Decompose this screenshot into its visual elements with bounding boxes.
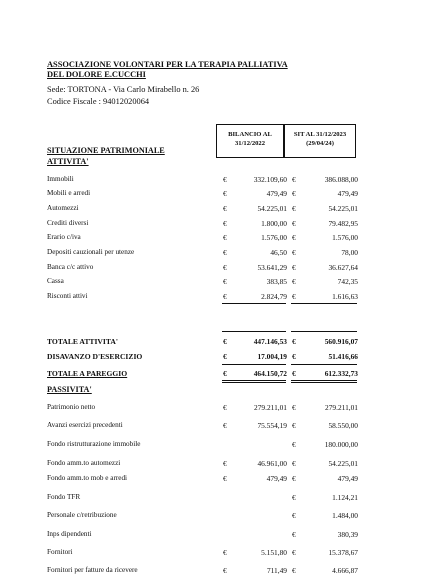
currency-symbol: € bbox=[292, 263, 296, 272]
passivita-row-label: Fondo amm.to mob e arredi bbox=[47, 474, 128, 482]
currency-symbol: € bbox=[223, 369, 227, 378]
currency-symbol: € bbox=[223, 459, 227, 468]
currency-symbol: € bbox=[292, 248, 296, 257]
currency-symbol: € bbox=[292, 403, 296, 412]
currency-symbol: € bbox=[292, 369, 296, 378]
disavanzo-label: DISAVANZO D'ESERCIZIO bbox=[47, 352, 143, 361]
column-header-bilancio-2022-line2: 31/12/2022 bbox=[234, 140, 266, 147]
attivita-row bbox=[0, 189, 425, 201]
attivita-row-value-2022: 383,85 bbox=[266, 277, 287, 286]
totale-attivita-2023: 560.916,07 bbox=[324, 337, 358, 346]
double-line-col1-b bbox=[222, 382, 286, 383]
totale-pareggio-row bbox=[0, 369, 425, 381]
disavanzo-2023: 51.416,66 bbox=[328, 352, 358, 361]
attivita-row bbox=[0, 233, 425, 245]
currency-symbol: € bbox=[223, 189, 227, 198]
totale-attivita-label: TOTALE ATTIVITA' bbox=[47, 337, 118, 346]
passivita-row-value-2023: 380,39 bbox=[337, 530, 358, 539]
attivita-row-value-2022: 332.109,60 bbox=[253, 175, 287, 184]
passivita-row-value-2023: 54.225,01 bbox=[328, 459, 358, 468]
attivita-row-value-2023: 54.225,01 bbox=[328, 204, 358, 213]
currency-symbol: € bbox=[292, 233, 296, 242]
currency-symbol: € bbox=[292, 337, 296, 346]
passivita-row-label: Fornitori per fatture da ricevere bbox=[47, 566, 138, 574]
attivita-row-label: Immobili bbox=[47, 175, 74, 183]
attivita-row bbox=[0, 277, 425, 289]
headquarters-address: Sede: TORTONA - Via Carlo Mirabello n. 26 bbox=[47, 85, 200, 94]
attivita-row bbox=[0, 219, 425, 231]
passivita-row-value-2023: 180.000,00 bbox=[324, 440, 358, 449]
passivita-row-label: Fondo TFR bbox=[47, 493, 81, 501]
attivita-row-label: Risconti attivi bbox=[47, 292, 88, 300]
passivita-row bbox=[0, 530, 425, 542]
currency-symbol: € bbox=[223, 277, 227, 286]
attivita-row-label: Mobili e arredi bbox=[47, 189, 91, 197]
attivita-row-value-2023: 78,00 bbox=[341, 248, 358, 257]
passivita-row-value-2023: 15.378,67 bbox=[328, 548, 358, 557]
passivita-row-value-2022: 75.554,19 bbox=[257, 421, 287, 430]
attivita-row-label: Crediti diversi bbox=[47, 219, 89, 227]
passivita-row-value-2022: 46.961,00 bbox=[257, 459, 287, 468]
attivita-row-value-2023: 386.088,00 bbox=[324, 175, 358, 184]
currency-symbol: € bbox=[223, 204, 227, 213]
passivita-row-value-2023: 4.666,87 bbox=[332, 566, 358, 575]
situazione-patrimoniale-title: SITUAZIONE PATRIMONIALE bbox=[47, 146, 165, 155]
attivita-row-value-2022: 479,49 bbox=[266, 189, 287, 198]
passivita-row-value-2022: 711,49 bbox=[266, 566, 287, 575]
currency-symbol: € bbox=[292, 493, 296, 502]
passivita-row-value-2023: 279.211,01 bbox=[325, 403, 358, 412]
passivita-row-label: Personale c/retribuzione bbox=[47, 511, 117, 519]
attivita-row-label: Depositi cauzionali per utenze bbox=[47, 248, 135, 256]
currency-symbol: € bbox=[292, 219, 296, 228]
attivita-row-value-2023: 742,35 bbox=[337, 277, 358, 286]
currency-symbol: € bbox=[223, 292, 227, 301]
disavanzo-2022: 17.004,19 bbox=[257, 352, 287, 361]
attivita-row bbox=[0, 204, 425, 216]
organization-name-line1: ASSOCIAZIONE VOLONTARI PER LA TERAPIA PALLIATIVA bbox=[47, 60, 288, 69]
tax-code: Codice Fiscale : 94012020064 bbox=[47, 97, 150, 106]
currency-symbol: € bbox=[292, 530, 296, 539]
double-line-col1-a bbox=[222, 380, 286, 381]
attivita-row-value-2023: 1.576,00 bbox=[332, 233, 358, 242]
attivita-row-value-2022: 46,50 bbox=[270, 248, 287, 257]
passivita-row-value-2023: 1.484,00 bbox=[332, 511, 358, 520]
currency-symbol: € bbox=[292, 511, 296, 520]
currency-symbol: € bbox=[223, 548, 227, 557]
passivita-row bbox=[0, 511, 425, 523]
totale-pareggio-label: TOTALE A PAREGGIO bbox=[47, 369, 128, 378]
currency-symbol: € bbox=[223, 263, 227, 272]
currency-symbol: € bbox=[223, 474, 227, 483]
currency-symbol: € bbox=[292, 277, 296, 286]
attivita-row-value-2022: 53.641,29 bbox=[257, 263, 287, 272]
attivita-row-value-2022: 54.225,01 bbox=[257, 204, 287, 213]
column-header-situazione-2023-line2: (29/04/24) bbox=[306, 140, 334, 147]
currency-symbol: € bbox=[292, 459, 296, 468]
organization-name-line2: DEL DOLORE E.CUCCHI bbox=[47, 70, 146, 79]
passivita-row-value-2022: 279.211,01 bbox=[254, 403, 287, 412]
passivita-row bbox=[0, 474, 425, 486]
passivita-row bbox=[0, 421, 425, 433]
currency-symbol: € bbox=[292, 474, 296, 483]
totale-attivita-row bbox=[0, 337, 425, 349]
passivita-row bbox=[0, 403, 425, 415]
currency-symbol: € bbox=[223, 566, 227, 575]
passivita-row-label: Fondo ristrutturazione immobile bbox=[47, 440, 141, 448]
column-header-bilancio-2022-line1: BILANCIO AL bbox=[228, 131, 272, 138]
currency-symbol: € bbox=[223, 403, 227, 412]
currency-symbol: € bbox=[292, 189, 296, 198]
attivita-row-value-2023: 79.482,95 bbox=[328, 219, 358, 228]
passivita-row-label: Fondo amm.to automezzi bbox=[47, 459, 121, 467]
passivita-section-title: PASSIVITA' bbox=[47, 385, 92, 394]
attivita-row-value-2022: 1.576,00 bbox=[261, 233, 287, 242]
currency-symbol: € bbox=[223, 337, 227, 346]
currency-symbol: € bbox=[292, 566, 296, 575]
currency-symbol: € bbox=[292, 352, 296, 361]
passivita-row bbox=[0, 459, 425, 471]
passivita-row-label: Fornitori bbox=[47, 548, 73, 556]
currency-symbol: € bbox=[223, 175, 227, 184]
passivita-row-label: Patrimonio netto bbox=[47, 403, 96, 411]
currency-symbol: € bbox=[292, 204, 296, 213]
double-line-col2-a bbox=[291, 380, 357, 381]
attivita-row-value-2022: 1.800,00 bbox=[261, 219, 287, 228]
currency-symbol: € bbox=[292, 421, 296, 430]
disavanzo-row bbox=[0, 352, 425, 364]
currency-symbol: € bbox=[292, 548, 296, 557]
passivita-row-label: Inps dipendenti bbox=[47, 530, 92, 538]
currency-symbol: € bbox=[223, 248, 227, 257]
attivita-row bbox=[0, 263, 425, 275]
passivita-row-value-2022: 5.151,80 bbox=[261, 548, 287, 557]
currency-symbol: € bbox=[292, 175, 296, 184]
passivita-row-value-2022: 479,49 bbox=[266, 474, 287, 483]
attivita-section-title: ATTIVITA' bbox=[47, 157, 89, 166]
currency-symbol: € bbox=[292, 440, 296, 449]
column-header-situazione-2023-line1: SIT AL 31/12/2023 bbox=[293, 131, 347, 138]
attivita-row bbox=[0, 175, 425, 187]
passivita-row-value-2023: 58.550,00 bbox=[328, 421, 358, 430]
passivita-row bbox=[0, 440, 425, 452]
attivita-row-value-2023: 1.616,63 bbox=[332, 292, 358, 301]
risconti-underline-col2 bbox=[291, 303, 357, 304]
passivita-row-label: Avanzi esercizi precedenti bbox=[47, 421, 123, 429]
total-line-col2 bbox=[291, 364, 357, 365]
column-header-bilancio-2022 bbox=[216, 124, 284, 158]
passivita-row-value-2023: 479,49 bbox=[337, 474, 358, 483]
total-line-col1 bbox=[222, 364, 286, 365]
currency-symbol: € bbox=[292, 292, 296, 301]
column-header-situazione-2023 bbox=[284, 124, 356, 158]
attivita-row-label: Erario c/iva bbox=[47, 233, 81, 241]
currency-symbol: € bbox=[223, 219, 227, 228]
passivita-row bbox=[0, 566, 425, 578]
passivita-row bbox=[0, 493, 425, 505]
attivita-row-label: Cassa bbox=[47, 277, 64, 285]
currency-symbol: € bbox=[223, 421, 227, 430]
risconti-underline-col1 bbox=[222, 303, 286, 304]
passivita-row-value-2023: 1.124,21 bbox=[332, 493, 358, 502]
attivita-row-label: Automezzi bbox=[47, 204, 79, 212]
totale-pareggio-2023: 612.332,73 bbox=[324, 369, 358, 378]
subtotal-line-col1 bbox=[222, 331, 286, 332]
subtotal-line-col2 bbox=[291, 331, 357, 332]
double-line-col2-b bbox=[291, 382, 357, 383]
totale-pareggio-2022: 464.150,72 bbox=[253, 369, 287, 378]
passivita-row bbox=[0, 548, 425, 560]
attivita-row-value-2023: 479,49 bbox=[337, 189, 358, 198]
attivita-row-value-2023: 36.627,64 bbox=[328, 263, 358, 272]
currency-symbol: € bbox=[223, 233, 227, 242]
attivita-row bbox=[0, 292, 425, 304]
attivita-row bbox=[0, 248, 425, 260]
attivita-row-label: Banca c/c attivo bbox=[47, 263, 94, 271]
currency-symbol: € bbox=[223, 352, 227, 361]
attivita-row-value-2022: 2.824,79 bbox=[261, 292, 287, 301]
totale-attivita-2022: 447.146,53 bbox=[253, 337, 287, 346]
